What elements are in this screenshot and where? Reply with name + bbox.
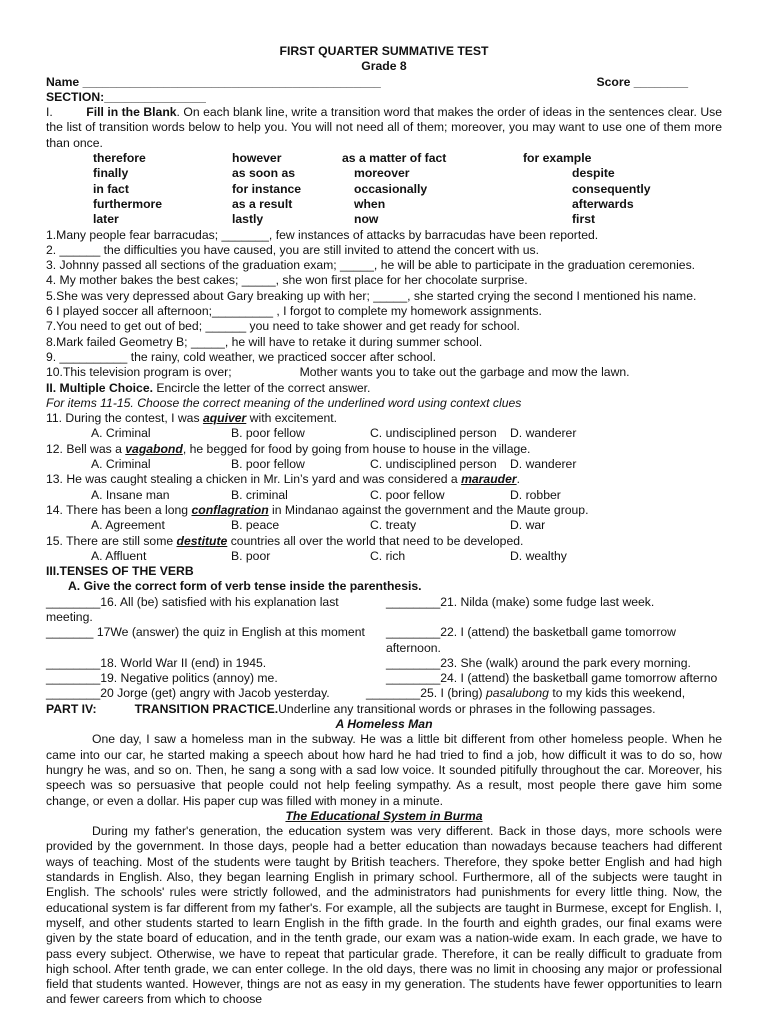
test-page xyxy=(46,44,722,1008)
grade-label: Grade 8 xyxy=(361,59,407,74)
question-12 xyxy=(46,442,722,457)
word-bank-row xyxy=(93,166,722,181)
part1-item-10[interactable] xyxy=(46,365,722,380)
word-bank-item: despite xyxy=(572,166,615,181)
choice-d[interactable]: D. wealthy xyxy=(510,548,567,563)
question-15 xyxy=(46,534,722,549)
question-text: . xyxy=(516,472,520,487)
word-bank-item: lastly xyxy=(232,212,264,227)
word-bank-item: when xyxy=(354,196,386,211)
choices-12 xyxy=(91,457,722,472)
choice-c[interactable]: C. rich xyxy=(370,548,406,563)
word-bank-item: afterwards xyxy=(572,196,634,211)
word-bank-row xyxy=(93,197,722,212)
name-field[interactable]: Name ____________________________________________ xyxy=(46,74,381,89)
part1-item[interactable]: 5.She was very depressed about Gary breaking up with her; _____, she started crying the second I mentioned his name. xyxy=(46,288,697,303)
choices-11 xyxy=(91,426,722,441)
word-bank-item: now xyxy=(354,212,379,227)
part1-item[interactable]: 6 I played soccer all afternoon;_________ , I forgot to complete my homework assignments. xyxy=(46,304,542,319)
context-word: aquiver xyxy=(202,411,247,426)
part4-label: PART IV: xyxy=(46,701,97,716)
part1-instruction-text: . On each blank line, write a transition word that makes the order of ideas in the sentences clear. Use the list of transition words below to help you. You will not need all of them; moreover, you may want to use one of them more than once. xyxy=(46,105,722,150)
part1-item[interactable]: 8.Mark failed Geometry B; _____, he will have to retake it during summer school. xyxy=(46,334,483,349)
question-text: 14. There has been a long xyxy=(46,502,192,517)
question-text: 12. Bell was a xyxy=(46,441,126,456)
part2-subinstructions: For items 11-15. Choose the correct meaning of the underlined word using context clues xyxy=(46,395,522,410)
part2-header xyxy=(46,381,722,396)
choice-b[interactable]: B. poor fellow xyxy=(231,457,305,472)
choice-c[interactable]: C. undisciplined person xyxy=(370,426,497,441)
choice-a[interactable]: A. Criminal xyxy=(91,457,151,472)
tense-item[interactable]: ________20 Jorge (get) angry with Jacob yesterday. xyxy=(46,686,330,701)
item10-end: Mother wants you to take out the garbage and mow the lawn. xyxy=(299,365,630,380)
tense-item[interactable]: ________18. World War II (end) in 1945. xyxy=(46,655,267,670)
passage1-text: One day, I saw a homeless man in the subway. He was a little bit different from other homeless people. When he came into our car, he started making a speech about how hard he had tried to find a job, how difficult it was to do so, how hungry he was, and so on. Then, he sang a song with a sad low voice. It sounded pitifully throughout the car. Moreover, his speech was so persuasive that people could not help feeling sympathy. As a result, most people there gave him some change, or even a dollar. His paper cup was filled with money in a minute. xyxy=(46,732,722,808)
tense-item-25[interactable] xyxy=(366,686,722,701)
choice-d[interactable]: D. war xyxy=(510,518,546,533)
tense-item-text: ________25. I (bring) xyxy=(366,686,486,701)
choice-d[interactable]: D. wanderer xyxy=(510,457,577,472)
choice-b[interactable]: B. poor fellow xyxy=(231,426,305,441)
tense-item[interactable]: ________22. I (attend) the basketball game tomorrow afternoon. xyxy=(386,625,676,655)
choice-b[interactable]: B. peace xyxy=(231,518,280,533)
part4-heading: TRANSITION PRACTICE. xyxy=(134,701,279,716)
choice-d[interactable]: D. wanderer xyxy=(510,426,577,441)
question-text: in Mindanao against the government and the Maute group. xyxy=(268,502,589,517)
question-text: 11. During the contest, I was xyxy=(46,411,203,426)
context-word: vagabond xyxy=(125,441,183,456)
word-bank-row xyxy=(93,151,722,166)
word-bank-item: for example xyxy=(523,151,592,166)
tense-item[interactable]: _______ 17We (answer) the quiz in English at this moment xyxy=(46,625,365,640)
word-bank-row xyxy=(93,182,722,197)
part2-instructions: Encircle the letter of the correct answer. xyxy=(153,380,371,395)
word-bank-item: as soon as xyxy=(232,166,295,181)
word-bank-item: furthermore xyxy=(93,196,163,211)
part1-number: I. xyxy=(46,105,53,120)
item10-start: 10.This television program is over; xyxy=(46,365,232,380)
part2-heading: II. Multiple Choice. xyxy=(46,380,153,395)
part1-item[interactable]: 7.You need to get out of bed; ______ you need to take shower and get ready for school. xyxy=(46,319,520,334)
test-title: FIRST QUARTER SUMMATIVE TEST xyxy=(279,44,489,58)
word-bank-item: however xyxy=(232,151,282,166)
choice-d[interactable]: D. robber xyxy=(510,487,561,502)
word-bank-item: as a matter of fact xyxy=(342,151,447,166)
tense-grid xyxy=(46,595,722,702)
choice-a[interactable]: A. Agreement xyxy=(91,518,165,533)
passage2-text: During my father's generation, the education system was very different. Back in those days, more schools were provided by the government. In those days, people had a better education than nowadays because teachers had different ways of teaching. Most of the students were taught by British teachers. Therefore, they spoke better English and had high standards in English. Also, they began learning English in primary school. Furthermore, all of the subjects were taught in English. The schools' rules were strictly followed, and the administrators had punishments for every little thing. Now, the educational system is far different from my father's. For example, all the subjects are taught in Burmese, except for English. I, myself, and other students started to learn English in the fifth grade. In the fourth and eighth grades, our final exams were given by the state board of education, and in the tenth grade, our exam was a nation-wide exam. In each grade, we have to pass every subject. Otherwise, we have to repeat that particular grade. Therefore, it can be really difficult to graduate from high school. After tenth grade, we can enter college. In the old days, there was no limit in choosing any major or professional field that students wanted. However, things are not as easy in my generation. The students have fewer opportunities to learn and fewer careers from which to choose xyxy=(46,824,722,1007)
section-field[interactable]: SECTION:_______________ xyxy=(46,89,206,104)
word-bank-item: moreover xyxy=(354,166,410,181)
word-bank-item: finally xyxy=(93,166,129,181)
part1-heading: Fill in the Blank xyxy=(86,105,177,120)
context-word: marauder xyxy=(461,472,517,487)
word-bank-item: later xyxy=(93,212,119,227)
word-bank-item: as a result xyxy=(232,196,293,211)
choice-c[interactable]: C. undisciplined person xyxy=(370,457,497,472)
question-13 xyxy=(46,472,722,487)
part1-item[interactable]: 2. ______ the difficulties you have caused, you are still invited to attend the concert with us. xyxy=(46,242,539,257)
tense-item-text: to my kids this weekend, xyxy=(548,686,686,701)
word-bank-item: occasionally xyxy=(354,181,428,196)
part1-item[interactable]: 3. Johnny passed all sections of the graduation exam; _____, he will be able to participate in the graduation ceremonies. xyxy=(46,258,696,273)
choices-13 xyxy=(91,488,722,503)
question-text: countries all over the world that need to be developed. xyxy=(227,533,524,548)
tense-item[interactable]: ________23. She (walk) around the park every morning. xyxy=(386,655,691,670)
tense-item[interactable]: ________24. I (attend) the basketball game tomorrow afterno xyxy=(386,671,718,686)
part3-subheading: A. Give the correct form of verb tense inside the parenthesis. xyxy=(68,579,422,594)
part1-item[interactable]: 4. My mother bakes the best cakes; _____, she won first place for her chocolate surprise. xyxy=(46,273,528,288)
question-text: 15. There are still some xyxy=(46,533,177,548)
passage2-title: The Educational System in Burma xyxy=(285,808,483,823)
choices-15 xyxy=(91,549,722,564)
name-score-row xyxy=(46,75,722,90)
word-bank-row xyxy=(93,212,722,227)
question-14 xyxy=(46,503,722,518)
word-bank-item: consequently xyxy=(572,181,651,196)
question-text: , he begged for food by going from house to house in the village. xyxy=(182,441,531,456)
word-bank-item: in fact xyxy=(93,181,129,196)
context-word: destitute xyxy=(176,533,228,548)
question-text: 13. He was caught stealing a chicken in Mr. Lin’s yard and was considered a xyxy=(46,472,462,487)
pasalubong-word: pasalubong xyxy=(485,686,549,701)
part3-heading: III.TENSES OF THE VERB xyxy=(46,564,194,579)
score-field[interactable]: Score ________ xyxy=(596,74,688,89)
choice-b[interactable]: B. criminal xyxy=(231,487,288,502)
part4-instructions: Underline any transitional words or phrases in the following passages. xyxy=(278,701,656,716)
word-bank-item: for instance xyxy=(232,181,302,196)
tense-item[interactable]: ________19. Negative politics (annoy) me. xyxy=(46,671,278,686)
part1-instructions xyxy=(46,105,722,151)
context-word: conflagration xyxy=(191,502,269,517)
word-bank-item: therefore xyxy=(93,151,146,166)
choice-c[interactable]: C. treaty xyxy=(370,518,417,533)
choice-a[interactable]: A. Criminal xyxy=(91,426,151,441)
choice-a[interactable]: A. Affluent xyxy=(91,548,147,563)
choice-b[interactable]: B. poor xyxy=(231,548,271,563)
tense-item[interactable]: ________16. All (be) satisfied with his explanation last meeting. xyxy=(46,594,339,624)
choice-c[interactable]: C. poor fellow xyxy=(370,487,445,502)
part4-header xyxy=(46,702,722,717)
choices-14 xyxy=(91,518,722,533)
question-11 xyxy=(46,411,722,426)
passage1-title: A Homeless Man xyxy=(335,717,433,732)
part1-item[interactable]: 9. __________ the rainy, cold weather, we practiced soccer after school. xyxy=(46,349,437,364)
question-text: with excitement. xyxy=(246,411,338,426)
part1-item[interactable]: 1.Many people fear barracudas; _______, few instances of attacks by barracudas have been reported. xyxy=(46,227,599,242)
choice-a[interactable]: A. Insane man xyxy=(91,487,170,502)
word-bank-item: first xyxy=(572,212,596,227)
tense-item[interactable]: ________21. Nilda (make) some fudge last week. xyxy=(386,594,655,609)
